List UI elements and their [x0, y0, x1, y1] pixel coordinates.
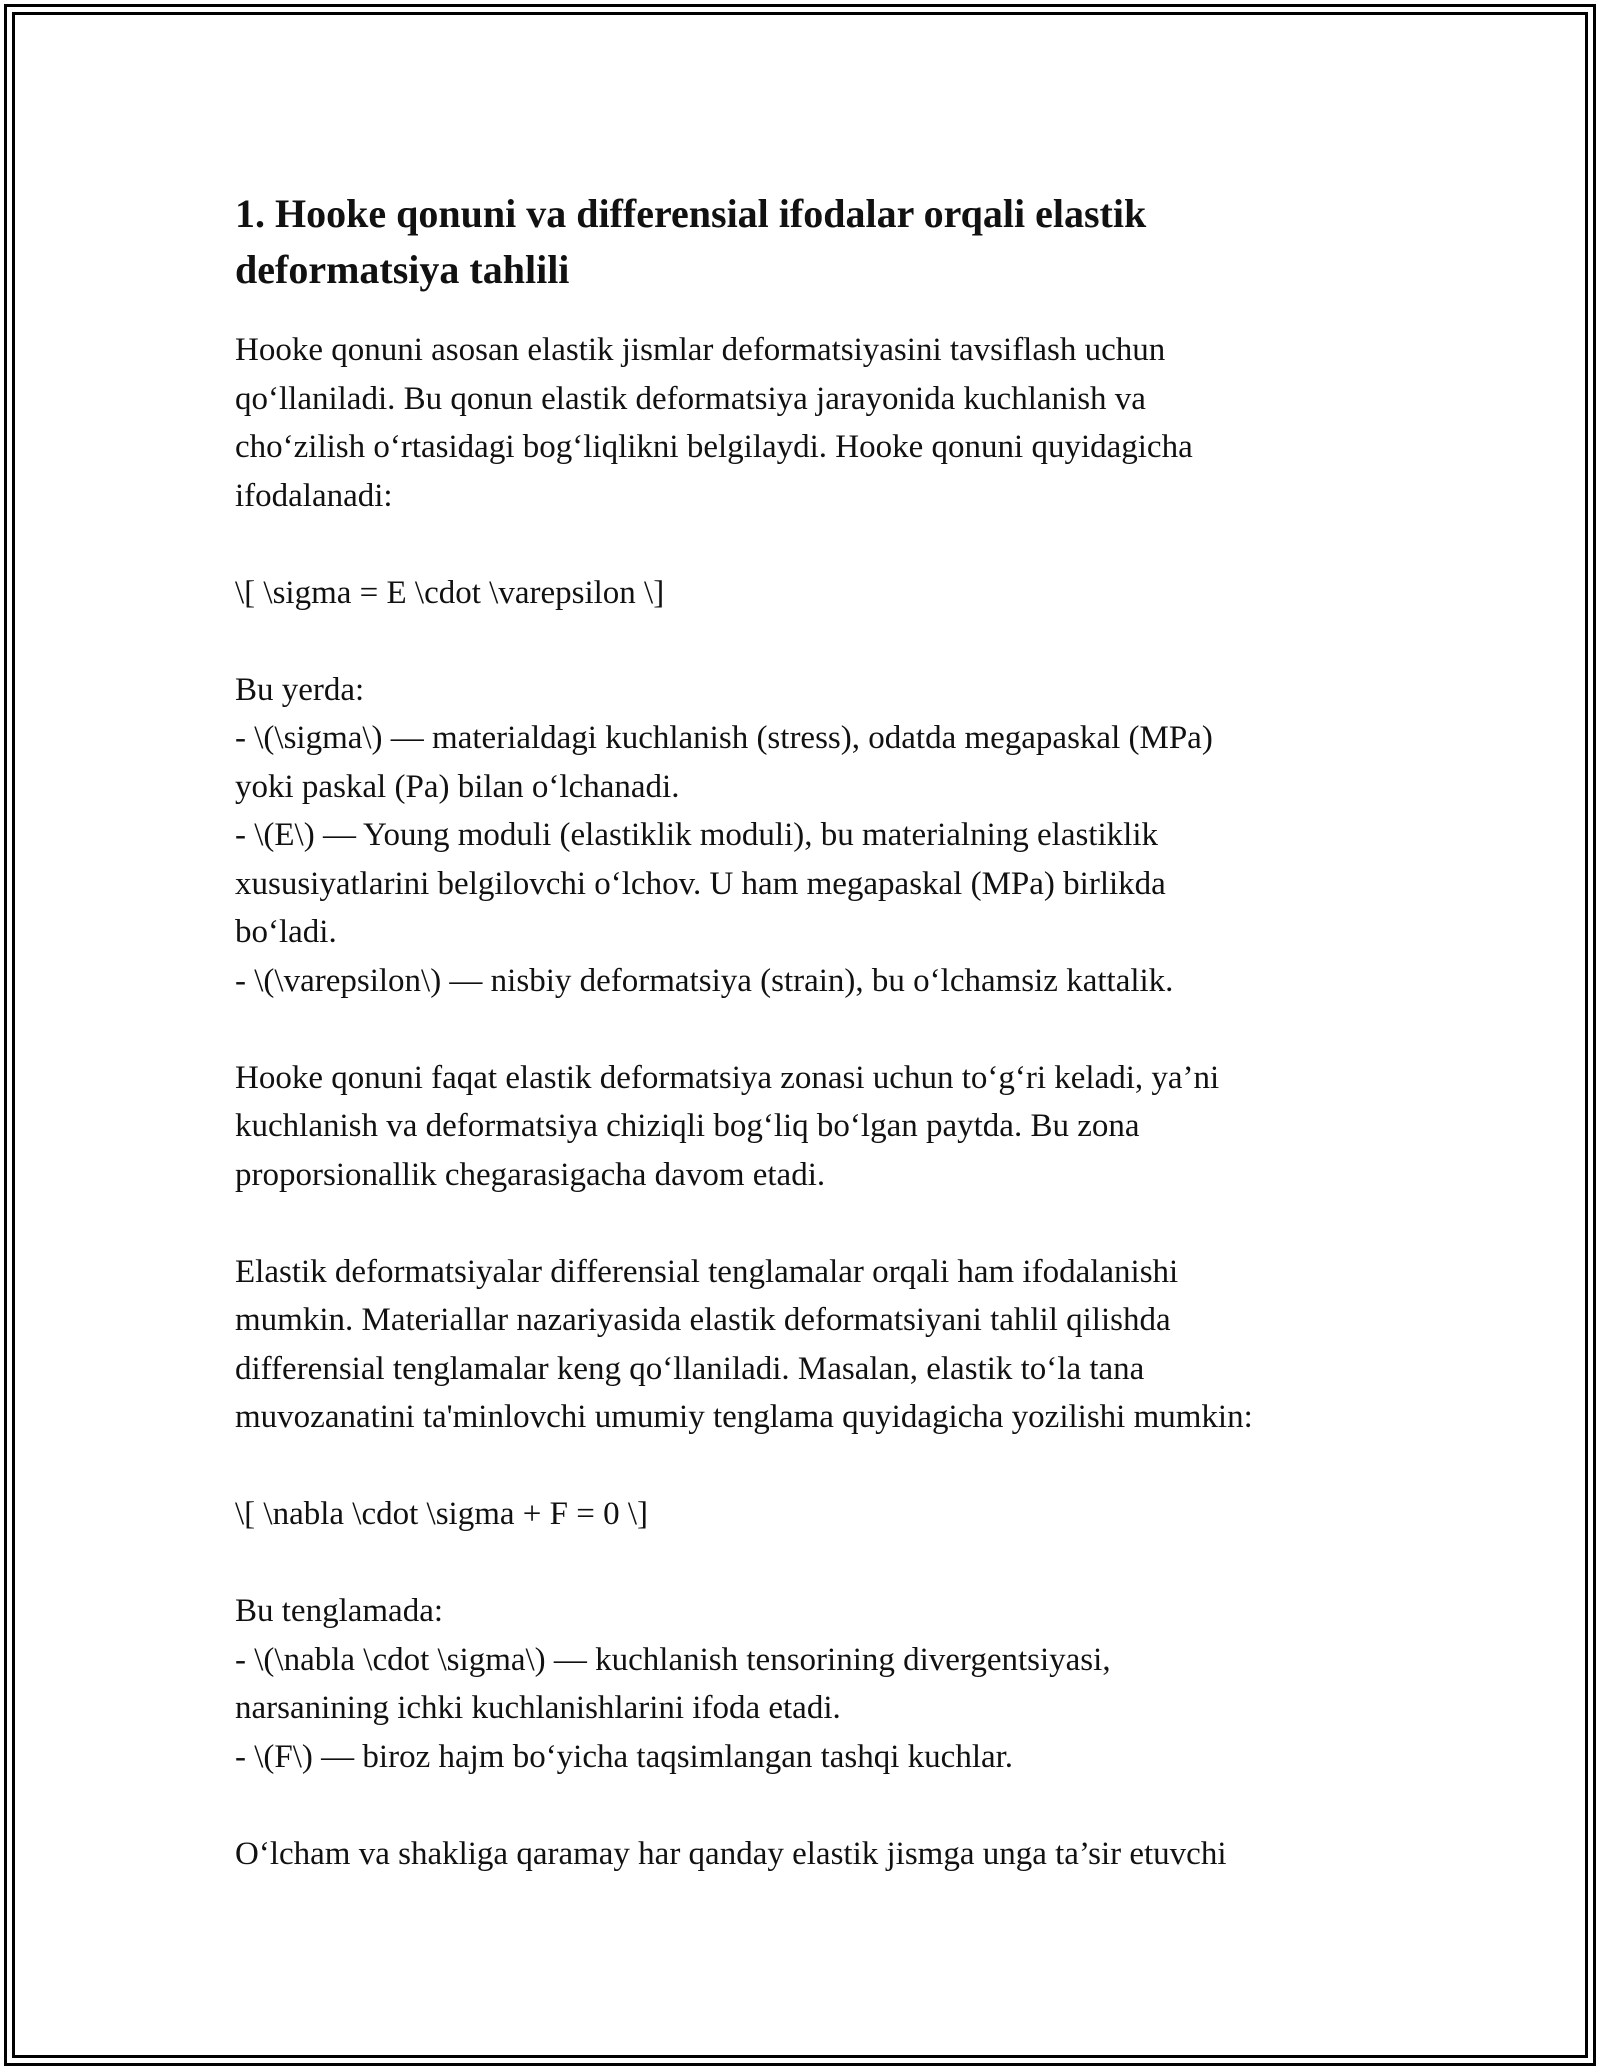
text-line: - \(\sigma\) — materialdagi kuchlanish (stress), odatda megapaskal (MPa)	[235, 720, 1213, 756]
text-line: qo‘llaniladi. Bu qonun elastik deformatsiya jarayonida kuchlanish va	[235, 380, 1146, 417]
text-line: bo‘ladi.	[235, 914, 337, 950]
text-line: Bu yerda:	[235, 671, 365, 708]
definitions-list-1	[235, 666, 1395, 1006]
text-line: yoki paskal (Pa) bilan o‘lchanadi.	[235, 768, 680, 805]
formula-text: \[ \sigma = E \cdot \varepsilon \]	[235, 574, 665, 611]
text-line: mumkin. Materiallar nazariyasida elastik deformatsiyani tahlil qilishda	[235, 1302, 1171, 1338]
heading-line-1: 1. Hooke qonuni va differensial ifodalar orqali elastik	[235, 191, 1147, 236]
document-body	[235, 186, 1395, 1927]
paragraph-differential	[235, 1248, 1395, 1442]
formula-text: \[ \nabla \cdot \sigma + F = 0 \]	[235, 1496, 648, 1532]
text-line: cho‘zilish o‘rtasidagi bog‘liqlikni belgilaydi. Hooke qonuni quyidagicha	[235, 429, 1193, 465]
text-line: differensial tenglamalar keng qo‘llaniladi. Masalan, elastik to‘la tana	[235, 1350, 1145, 1387]
text-line: - \(\nabla \cdot \sigma\) — kuchlanish tensorining divergentsiyasi,	[235, 1641, 1111, 1678]
text-line: proporsionallik chegarasigacha davom etadi.	[235, 1156, 826, 1193]
text-line: narsanining ichki kuchlanishlarini ifoda etadi.	[235, 1690, 841, 1726]
text-line: Hooke qonuni faqat elastik deformatsiya zonasi uchun to‘g‘ri keladi, ya’ni	[235, 1059, 1220, 1096]
text-line: ifodalanadi:	[235, 477, 393, 514]
text-line: Bu tenglamada:	[235, 1593, 444, 1629]
section-heading	[235, 186, 1395, 298]
text-line: kuchlanish va deformatsiya chiziqli bog‘liq bo‘lgan paytda. Bu zona	[235, 1108, 1140, 1144]
text-line: Hooke qonuni asosan elastik jismlar deformatsiyasini tavsiflash uchun	[235, 332, 1166, 368]
heading-line-2: deformatsiya tahlili	[235, 247, 570, 292]
formula-equilibrium	[235, 1490, 1395, 1539]
definitions-list-2	[235, 1587, 1395, 1781]
paragraph-closing	[235, 1830, 1395, 1879]
intro-paragraph	[235, 326, 1395, 520]
formula-hooke	[235, 569, 1395, 618]
text-line: - \(\varepsilon\) — nisbiy deformatsiya (strain), bu o‘lchamsiz kattalik.	[235, 962, 1174, 999]
text-line: Elastik deformatsiyalar differensial tenglamalar orqali ham ifodalanishi	[235, 1253, 1179, 1290]
text-line: xususiyatlarini belgilovchi o‘lchov. U ham megapaskal (MPa) birlikda	[235, 865, 1166, 902]
text-line: - \(F\) — biroz hajm bo‘yicha taqsimlangan tashqi kuchlar.	[235, 1738, 1014, 1775]
text-line: muvozanatini ta'minlovchi umumiy tenglama quyidagicha yozilishi mumkin:	[235, 1399, 1253, 1435]
paragraph-elastic-zone	[235, 1054, 1395, 1200]
text-line: - \(E\) — Young moduli (elastiklik moduli), bu materialning elastiklik	[235, 817, 1158, 853]
text-line: O‘lcham va shakliga qaramay har qanday elastik jismga unga ta’sir etuvchi	[235, 1835, 1227, 1872]
